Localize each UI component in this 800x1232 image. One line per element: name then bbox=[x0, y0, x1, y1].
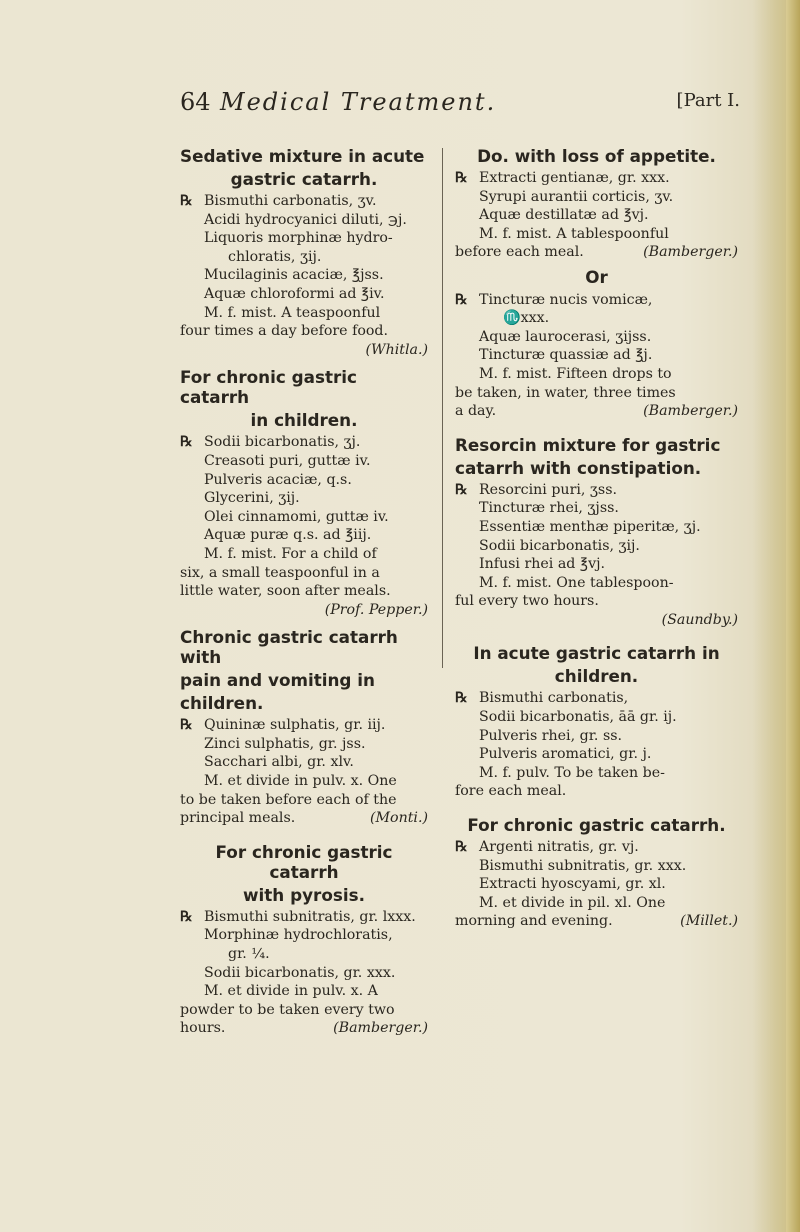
rx-symbol: ℞ bbox=[455, 481, 468, 498]
ingredient: Aquæ chloroformi ad ℥iv. bbox=[204, 285, 385, 302]
ingredient-cont: gr. ¼. bbox=[228, 946, 270, 963]
recipe-heading: In acute gastric catarrh in bbox=[473, 643, 720, 664]
directions-cont: ful every two hours. bbox=[455, 593, 599, 610]
author-citation: (Whitla.) bbox=[365, 341, 428, 358]
ingredient: Pulveris aromatici, gr. j. bbox=[479, 746, 652, 763]
ingredient: Creasoti puri, guttæ iv. bbox=[204, 452, 371, 469]
column-divider bbox=[442, 148, 443, 668]
rx-symbol: ℞ bbox=[455, 690, 468, 707]
directions-cont: fore each meal. bbox=[455, 783, 567, 800]
directions: M. f. mist. A tablespoonful bbox=[479, 225, 669, 242]
directions-cont: before each meal. bbox=[455, 244, 584, 261]
ingredient: Pulveris acaciæ, q.s. bbox=[204, 471, 352, 488]
ingredient: Extracti gentianæ, gr. xxx. bbox=[479, 170, 670, 186]
rx-symbol: ℞ bbox=[180, 193, 193, 209]
ingredient: Bismuthi carbonatis, bbox=[479, 690, 629, 707]
recipe-heading: For chronic gastric catarrh bbox=[180, 367, 357, 408]
directions-cont: six, a small teaspoonful in a bbox=[180, 564, 380, 581]
directions: M. et divide in pil. xl. One bbox=[479, 894, 666, 911]
recipe-heading-cont: with pyrosis. bbox=[243, 884, 365, 905]
ingredient-list bbox=[479, 838, 738, 894]
author-citation: (Monti.) bbox=[369, 810, 428, 827]
directions: M. f. mist. One tablespoon- bbox=[479, 574, 674, 591]
directions-cont: little water, soon after meals. bbox=[180, 583, 391, 600]
ingredient: Quininæ sulphatis, gr. iij. bbox=[204, 717, 386, 734]
ingredient: Zinci sulphatis, gr. jss. bbox=[204, 735, 366, 752]
recipe-heading-cont: pain and vomiting in bbox=[180, 670, 375, 691]
author-citation: (Bamberger.) bbox=[643, 403, 738, 420]
ingredient: Argenti nitratis, gr. vj. bbox=[479, 839, 639, 856]
left-column bbox=[180, 146, 428, 1038]
author-citation: (Saundby.) bbox=[661, 611, 738, 628]
ingredient-list bbox=[479, 481, 738, 574]
recipe-chronic-catarrh bbox=[455, 815, 738, 931]
directions: M. f. mist. Fifteen drops to bbox=[479, 365, 672, 382]
directions: M. f. pulv. To be taken be- bbox=[479, 764, 665, 781]
recipe-heading: For chronic gastric catarrh bbox=[215, 841, 393, 882]
recipe-heading: Chronic gastric catarrh with bbox=[180, 627, 398, 668]
ingredient-list bbox=[479, 169, 738, 225]
ingredient: Tincturæ nucis vomicæ, bbox=[479, 291, 653, 308]
ingredient: Aquæ destillatæ ad ℥vj. bbox=[479, 207, 649, 224]
rx-symbol: ℞ bbox=[180, 908, 193, 925]
directions-cont: to be taken before each of the bbox=[180, 791, 397, 808]
ingredient: Syrupi aurantii corticis, ʒv. bbox=[479, 188, 674, 205]
ingredient: Sodii bicarbonatis, ʒij. bbox=[479, 537, 640, 554]
ingredient-list bbox=[479, 291, 738, 365]
running-title: Medical Treatment. bbox=[220, 88, 497, 116]
directions-cont: principal meals. bbox=[180, 810, 296, 827]
recipe-heading-cont: gastric catarrh. bbox=[230, 169, 378, 189]
recipe-chronic-children bbox=[180, 367, 428, 619]
recipe-heading: Resorcin mixture for gastric bbox=[455, 434, 721, 455]
rx-symbol: ℞ bbox=[455, 839, 468, 856]
ingredient: Tincturæ quassiæ ad ℥j. bbox=[479, 347, 653, 364]
ingredient: Sacchari albi, gr. xlv. bbox=[204, 754, 354, 771]
recipe-chronic-pain-vomiting bbox=[180, 627, 428, 828]
directions-cont: four times a day before food. bbox=[180, 323, 389, 340]
directions: M. f. mist. A teaspoonful bbox=[204, 304, 381, 321]
ingredient: Bismuthi carbonatis, ʒv. bbox=[204, 193, 377, 209]
recipe-chronic-pyrosis bbox=[180, 842, 428, 1038]
ingredient: Tincturæ rhei, ʒjss. bbox=[479, 500, 619, 517]
part-label: [Part I. bbox=[676, 90, 740, 111]
running-header bbox=[180, 88, 740, 124]
recipe-sedative-mixture bbox=[180, 146, 428, 359]
directions-cont: hours. bbox=[180, 1020, 226, 1037]
rx-symbol: ℞ bbox=[455, 170, 468, 186]
recipe-heading-cont: catarrh with constipation. bbox=[455, 457, 702, 478]
directions: M. f. mist. For a child of bbox=[204, 545, 377, 562]
recipe-loss-of-appetite bbox=[455, 146, 738, 262]
ingredient: Mucilaginis acaciæ, ℥jss. bbox=[204, 267, 384, 284]
directions: M. et divide in pulv. x. One bbox=[204, 773, 397, 790]
ingredient: Infusi rhei ad ℥vj. bbox=[479, 556, 605, 573]
ingredient: Liquoris morphinæ hydro- bbox=[204, 230, 393, 247]
rx-symbol: ℞ bbox=[180, 434, 193, 451]
ingredient: Pulveris rhei, gr. ss. bbox=[479, 727, 623, 744]
recipe-heading-cont: in children. bbox=[250, 410, 358, 431]
ingredient: Aquæ puræ q.s. ad ℥iij. bbox=[204, 527, 372, 544]
directions-cont: morning and evening. bbox=[455, 913, 613, 930]
ingredient-cont: chloratis, ʒij. bbox=[228, 248, 322, 265]
author-citation: (Millet.) bbox=[680, 913, 738, 930]
recipe-heading: Sedative mixture in acute bbox=[180, 146, 425, 166]
ingredient: Olei cinnamomi, guttæ iv. bbox=[204, 508, 389, 525]
rx-symbol: ℞ bbox=[180, 717, 193, 734]
recipe-nux-vomica bbox=[455, 291, 738, 421]
rx-symbol: ℞ bbox=[455, 291, 468, 308]
ingredient: Acidi hydrocyanici diluti, ℈j. bbox=[204, 211, 407, 228]
ingredient: Morphinæ hydrochloratis, bbox=[204, 927, 393, 944]
ingredient-list bbox=[204, 192, 428, 304]
recipe-acute-children bbox=[455, 643, 738, 801]
ingredient-list bbox=[204, 433, 428, 545]
ingredient-list bbox=[204, 908, 428, 982]
recipe-resorcin-mixture bbox=[455, 435, 738, 630]
or-separator: Or bbox=[585, 266, 608, 287]
ingredient-cont: ♏xxx. bbox=[503, 310, 550, 327]
page-number: 64 bbox=[180, 88, 211, 116]
ingredient-list bbox=[204, 716, 428, 772]
ingredient: Bismuthi subnitratis, gr. xxx. bbox=[479, 857, 687, 874]
page-edge bbox=[786, 0, 800, 1232]
ingredient: Sodii bicarbonatis, gr. xxx. bbox=[204, 964, 396, 981]
ingredient: Glycerini, ʒij. bbox=[204, 490, 300, 507]
directions-cont: be taken, in water, three times bbox=[455, 384, 676, 401]
recipe-heading: For chronic gastric catarrh. bbox=[467, 815, 726, 836]
ingredient: Sodii bicarbonatis, ʒj. bbox=[204, 434, 361, 451]
ingredient: Extracti hyoscyami, gr. xl. bbox=[479, 876, 666, 893]
directions-cont: powder to be taken every two bbox=[180, 1001, 395, 1018]
directions: M. et divide in pulv. x. A bbox=[204, 983, 378, 1000]
ingredient: Sodii bicarbonatis, āā gr. ij. bbox=[479, 709, 677, 726]
ingredient-list bbox=[479, 689, 738, 763]
recipe-heading: Do. with loss of appetite. bbox=[477, 146, 716, 166]
ingredient: Resorcini puri, ʒss. bbox=[479, 481, 617, 498]
right-column bbox=[455, 146, 738, 931]
ingredient: Bismuthi subnitratis, gr. lxxx. bbox=[204, 908, 416, 925]
author-citation: (Bamberger.) bbox=[333, 1020, 428, 1037]
author-citation: (Prof. Pepper.) bbox=[324, 601, 428, 618]
ingredient: Aquæ laurocerasi, ʒijss. bbox=[479, 328, 652, 345]
ingredient: Essentiæ menthæ piperitæ, ʒj. bbox=[479, 518, 701, 535]
recipe-heading-cont: children. bbox=[180, 693, 264, 714]
author-citation: (Bamberger.) bbox=[643, 244, 738, 261]
directions-cont: a day. bbox=[455, 403, 497, 420]
recipe-heading-cont: children. bbox=[554, 666, 639, 687]
